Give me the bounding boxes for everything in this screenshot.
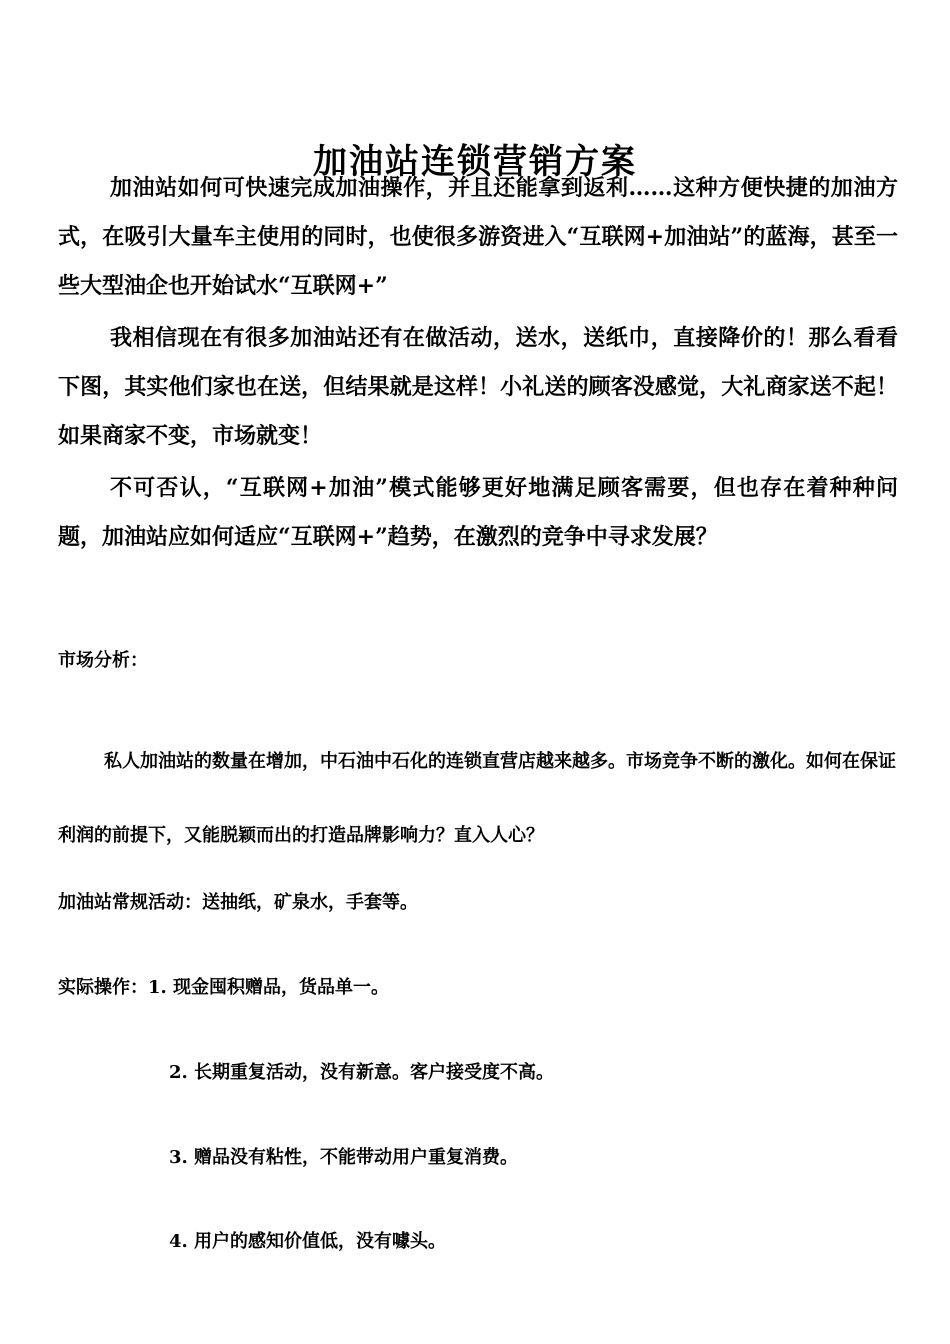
intro-paragraph-1: 加油站如何可快速完成加油操作，并且还能拿到返利……这种方便快捷的加油方式，在吸引大量车主使用的同时，也使很多游资进入“互联网+加油站”的蓝海，甚至一些大型油企也开始试水“互联网+” [58, 175, 898, 299]
operation-item-1: 1. 现金囤积赠品，货品单一。 [148, 977, 390, 998]
intro-paragraph-3: 不可否认，“互联网+加油”模式能够更好地满足顾客需要，但也存在着种种问题，加油站应如何适应“互联网+”趋势，在激烈的竞争中寻求发展？ [58, 475, 898, 550]
regular-activities-text: 加油站常规活动：送抽纸，矿泉水，手套等。 [58, 892, 418, 913]
operation-item-2: 2. 长期重复活动，没有新意。客户接受度不高。 [169, 1062, 555, 1083]
operation-first-line [58, 972, 389, 1004]
document-title: 加油站连锁营销方案 [313, 141, 637, 182]
operation-label: 实际操作： [58, 977, 148, 998]
market-analysis-paragraph: 私人加油站的数量在增加，中石油中石化的连锁直营店越来越多。市场竞争不断的激化。如何在保证利润的前提下，又能脱颖而出的打造品牌影响力？直入人心？ [58, 751, 896, 846]
operation-item-3: 3. 赠品没有粘性，不能带动用户重复消费。 [169, 1147, 519, 1168]
intro-paragraph-2: 我相信现在有很多加油站还有在做活动，送水，送纸巾，直接降价的！那么看看下图，其实他们家也在送，但结果就是这样！小礼送的顾客没感觉，大礼商家送不起！如果商家不变，市场就变！ [58, 325, 898, 449]
market-analysis-heading: 市场分析： [58, 650, 148, 671]
operation-item-4: 4. 用户的感知价值低，没有噱头。 [169, 1231, 447, 1252]
